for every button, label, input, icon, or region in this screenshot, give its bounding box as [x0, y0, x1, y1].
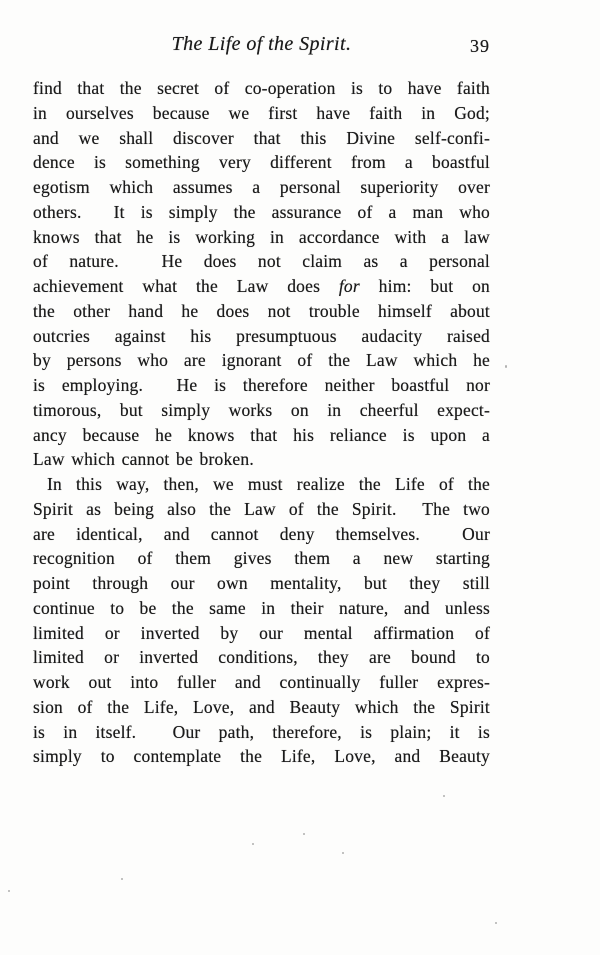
text-segment: him: but on	[359, 276, 490, 296]
text-line-paragraph-start: In this way, then, we must realize the Life of the	[47, 474, 490, 494]
text-line: others. It is simply the assurance of a man who	[33, 201, 490, 222]
body-text	[33, 76, 490, 769]
text-line: egotism which assumes a personal superiority over	[33, 177, 490, 197]
text-line: timorous, but simply works on in cheerful expect-	[33, 399, 490, 420]
text-line: limited or inverted conditions, they are bound to	[33, 647, 490, 668]
text-line: point through our own mentality, but they still	[33, 573, 490, 593]
text-line: are identical, and cannot deny themselves. Our	[33, 523, 490, 544]
scan-speck	[303, 833, 305, 835]
scan-speck	[342, 852, 344, 854]
text-segment: achievement what the Law does	[33, 276, 339, 296]
scan-speck	[252, 843, 254, 845]
text-line	[33, 274, 490, 299]
text-line: limited or inverted by our mental affirmation of	[33, 622, 490, 643]
text-line: sion of the Life, Love, and Beauty which the Spirit	[33, 696, 490, 717]
text-line: of nature. He does not claim as a personal	[33, 251, 490, 272]
text-line-paragraph-end: Law which cannot be broken.	[33, 449, 254, 470]
text-line: find that the secret of co-operation is to have faith	[33, 78, 490, 98]
text-line: recognition of them gives them a new starting	[33, 548, 490, 569]
text-line: the other hand he does not trouble himself about	[33, 300, 490, 321]
text-line: ancy because he knows that his reliance is upon a	[33, 424, 490, 445]
text-line: outcries against his presumptuous audacity raised	[33, 325, 490, 346]
text-line: is in itself. Our path, therefore, is plain; it is	[33, 721, 490, 742]
text-line: continue to be the same in their nature, and unless	[33, 597, 490, 618]
running-header	[33, 33, 490, 59]
text-block	[33, 33, 490, 769]
text-line: dence is something very different from a boastful	[33, 152, 490, 173]
scan-speck	[495, 922, 497, 924]
scan-speck	[8, 890, 10, 892]
page-number: 39	[470, 36, 490, 56]
text-line: simply to contemplate the Life, Love, and Beauty	[33, 746, 490, 767]
text-line: and we shall discover that this Divine self-confi-	[33, 127, 490, 148]
scan-speck	[505, 365, 507, 368]
text-line: is employing. He is therefore neither boastful nor	[33, 375, 490, 395]
text-line: by persons who are ignorant of the Law which he	[33, 350, 490, 371]
scan-speck	[121, 878, 123, 880]
running-header-title: The Life of the Spirit.	[171, 33, 352, 55]
scan-speck	[443, 795, 445, 797]
text-line: knows that he is working in accordance with a law	[33, 226, 490, 247]
text-line: in ourselves because we first have faith in God;	[33, 102, 490, 123]
italic-word: for	[338, 276, 360, 296]
text-line: work out into fuller and continually fuller expres-	[33, 672, 490, 692]
text-line: Spirit as being also the Law of the Spirit. The two	[33, 498, 490, 519]
